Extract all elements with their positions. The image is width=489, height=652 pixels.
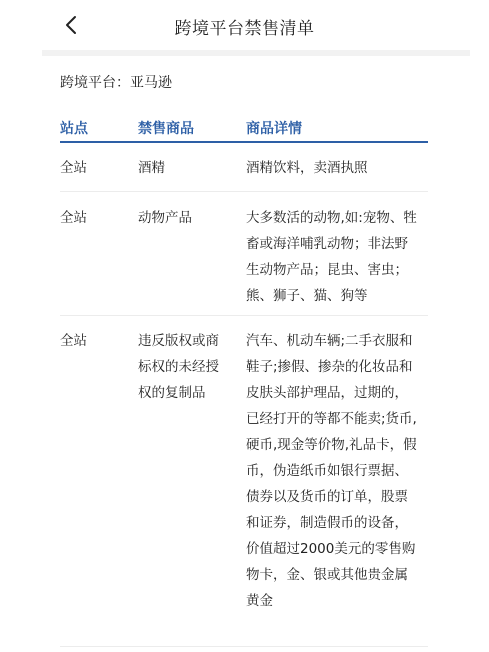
cell-item-line: 动物产品 [138,210,192,226]
cell-detail-line: 债券以及货币的订单，股票 [246,489,408,505]
header-divider [42,50,470,56]
table-row [60,192,428,316]
cell-detail-line: 畜或海洋哺乳动物；非法野 [246,236,408,252]
prohibited-items-table [60,110,428,647]
cell-detail-line: 物卡，金、银或其他贵金属 [246,567,408,583]
cell-detail-line: 酒精饮料，卖酒执照 [246,160,368,176]
cell-site: 全站 [60,160,87,176]
column-header-item: 禁售商品 [138,121,194,137]
cell-detail-line: 已经打开的等都不能卖;货币, [246,411,417,427]
table-header [60,110,428,143]
cell-detail-line: 大多数活的动物,如:宠物、牲 [246,210,417,226]
platform-label: 跨境平台：亚马逊 [60,75,172,91]
cell-detail-line: 鞋子;掺假、掺杂的化妆品和 [246,359,413,375]
cell-item [138,205,238,231]
cell-item-line: 酒精 [138,160,165,176]
cell-detail-line: 和证券，制造假币的设备， [246,515,408,531]
top-nav-bar [0,0,489,50]
cell-site: 全站 [60,210,87,226]
cell-detail [246,205,430,309]
cell-detail [246,155,430,181]
column-header-detail: 商品详情 [246,121,302,137]
cell-detail-line: 皮肤头部护理品，过期的， [246,385,408,401]
cell-detail-line: 价值超过2000美元的零售购 [246,541,416,557]
cell-site: 全站 [60,333,87,349]
cell-item-line: 标权的未经授 [138,359,219,375]
page-title: 跨境平台禁售清单 [174,19,315,39]
cell-detail-line: 生动物产品；昆虫、害虫； [246,262,408,278]
cell-detail [246,328,430,614]
table-row [60,143,428,192]
cell-item [138,155,238,181]
cell-item [138,328,238,406]
cell-detail-line: 汽车、机动车辆;二手衣服和 [246,333,413,349]
table-row [60,316,428,647]
cell-detail-line: 熊、狮子、猫、狗等 [246,288,368,304]
cell-item-line: 违反版权或商 [138,333,219,349]
column-header-site: 站点 [60,121,88,137]
cell-item-line: 权的复制品 [138,385,206,401]
cell-detail-line: 币，伪造纸币如银行票据、 [246,463,408,479]
cell-detail-line: 硬币,现金等价物,礼品卡，假 [246,437,417,453]
cell-detail-line: 黄金 [246,593,273,609]
